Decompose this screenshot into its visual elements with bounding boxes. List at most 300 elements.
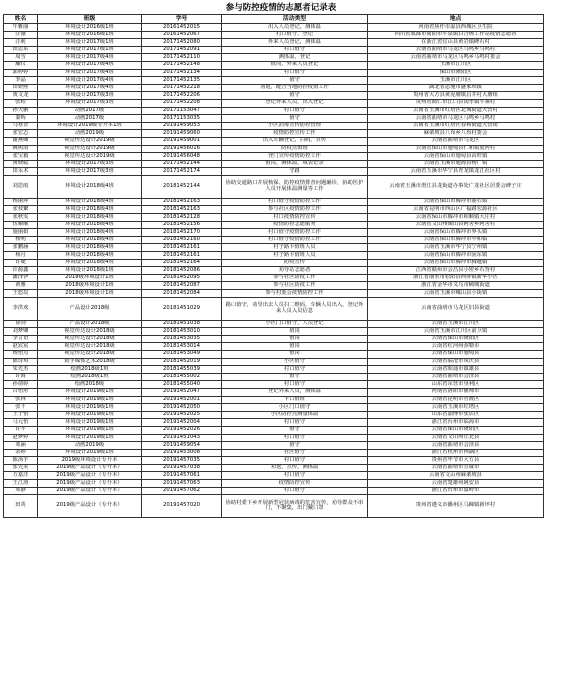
- cell-location: 云南省曲靖市马龙区: [368, 137, 544, 145]
- table-row: [4, 290, 544, 298]
- table-row: [4, 46, 544, 54]
- cell-location: 云南省玉溪市华宁县宁州镇: [368, 244, 544, 252]
- cell-location: 云南省文山州丘北县: [368, 434, 544, 442]
- cell-student-id: 20191452047: [142, 388, 222, 396]
- cell-student-id: 20171452206: [142, 92, 222, 100]
- cell-location: 云南省保山市隆阳区: [368, 426, 544, 434]
- cell-name: 王悠辰: [4, 290, 38, 298]
- cell-location: 浙江省杭州市西湖区: [368, 449, 544, 457]
- table-row: [4, 404, 544, 412]
- cell-location: 浙江省台州市临海市: [368, 419, 544, 427]
- cell-activity: 村口值守，登记: [222, 31, 368, 39]
- cell-student-id: 20181452128: [142, 214, 222, 222]
- cell-name: 张千: [4, 404, 38, 412]
- cell-class: 环境设计2018级4班: [38, 252, 142, 260]
- cell-class: 环境设计2017级3班: [38, 92, 142, 100]
- cell-location: 山东省淄博市张店区: [368, 411, 544, 419]
- cell-student-id: 20191452025: [142, 411, 222, 419]
- cell-name: 施丽娟: [4, 229, 38, 237]
- cell-activity: 守路: [222, 168, 368, 176]
- cell-class: 绘画2018级: [38, 381, 142, 389]
- table-row: [4, 92, 544, 100]
- cell-name: 张先美: [4, 464, 38, 472]
- cell-name: 陈诗琪: [4, 358, 38, 366]
- cell-student-id: 20171452091: [142, 46, 222, 54]
- cell-location: 云南省玉溪市红塔区北城街道大营村: [368, 107, 544, 115]
- cell-name: 刘思雨: [4, 175, 38, 198]
- table-row: [4, 153, 544, 161]
- cell-student-id: 20171452148: [142, 61, 222, 69]
- cell-name: 潘泽伊: [4, 274, 38, 282]
- cell-student-id: 20191452050: [142, 404, 222, 412]
- cell-class: 环境设计2019级1班: [38, 411, 142, 419]
- cell-location: 浙江省金华市义乌市稠城街道: [368, 282, 544, 290]
- cell-name: 张枝繁: [4, 206, 38, 214]
- cell-activity: 测体温，登记: [222, 54, 368, 62]
- cell-name: 谢燕卿: [4, 137, 38, 145]
- table-row: [4, 373, 544, 381]
- cell-location: 云南省曲靖市马龙区马鸣乡马鸣村委会: [368, 54, 544, 62]
- cell-class: 环境设计2019级1班: [38, 434, 142, 442]
- cell-class: 环境设计2017级3班: [38, 168, 142, 176]
- cell-activity: 值岗: [222, 350, 368, 358]
- cell-student-id: 20181452086: [142, 267, 222, 275]
- cell-name: 郭婷婷: [4, 69, 38, 77]
- cell-location: 玉溪市江川区: [368, 61, 544, 69]
- cell-class: 环境设计2017级4班: [38, 54, 142, 62]
- cell-activity: 参与社区防疫工作: [222, 282, 368, 290]
- cell-class: 视觉传达设计2018级: [38, 350, 142, 358]
- table-row: [4, 487, 544, 495]
- cell-location: 云南省保山市腾冲市曲石镇: [368, 198, 544, 206]
- table-row: [4, 77, 544, 85]
- cell-name: 李晶: [4, 77, 38, 85]
- cell-student-id: 20181453049: [142, 350, 222, 358]
- cell-name: 杨月: [4, 252, 38, 260]
- cell-location: 云南省保山市腾冲市腾越镇: [368, 259, 544, 267]
- cell-activity: 村口值守疫情防控工作: [222, 236, 368, 244]
- table-row: [4, 411, 544, 419]
- table-row: [4, 449, 544, 457]
- cell-class: 绘画2018级1班: [38, 366, 142, 374]
- cell-class: 2019级产品设计（专升本）: [38, 487, 142, 495]
- cell-name: 马寒青: [4, 122, 38, 130]
- cell-location: 江西省赣州市会昌县小密乡石背村: [368, 267, 544, 275]
- cell-name: 刘梦卿: [4, 328, 38, 336]
- cell-activity: 值守: [222, 92, 368, 100]
- table-row: [4, 122, 544, 130]
- cell-name: 许平: [4, 426, 38, 434]
- cell-class: 动画2017级: [38, 107, 142, 115]
- cell-student-id: 20181452161: [142, 252, 222, 260]
- document-title: 参与防控疫情的志愿者记录表: [225, 3, 337, 13]
- cell-location: 云南省玉溪市江川区前卫镇: [368, 328, 544, 336]
- cell-class: 2019级产品设计（专升本）: [38, 464, 142, 472]
- table-row: [4, 434, 544, 442]
- cell-student-id: 20181452095: [142, 274, 222, 282]
- cell-student-id: 20161452015: [142, 24, 222, 32]
- table-row: [4, 137, 544, 145]
- cell-student-id: 20181452156: [142, 221, 222, 229]
- cell-class: 动画2019级: [38, 130, 142, 138]
- cell-class: 环境设计2018级4班: [38, 221, 142, 229]
- cell-class: 环境设计2019级1班: [38, 426, 142, 434]
- table-header-row: [4, 15, 544, 24]
- cell-class: 动画2019级: [38, 442, 142, 450]
- cell-class: 视觉传达设计2019级: [38, 137, 142, 145]
- table-row: [4, 419, 544, 427]
- cell-class: 环境设计2017级4班: [38, 69, 142, 77]
- cell-student-id: 20191457035: [142, 457, 222, 465]
- cell-student-id: 20191456048: [142, 153, 222, 161]
- cell-activity: 疫情防控宣传工作: [222, 130, 368, 138]
- cell-location: 玉溪市江川区: [368, 77, 544, 85]
- cell-student-id: 20191452026: [142, 426, 222, 434]
- cell-activity: 村口值守: [222, 366, 368, 374]
- cell-name: 徐剑: [4, 320, 38, 328]
- cell-name: 杨丽萍: [4, 198, 38, 206]
- cell-location: 云南省保山市施甸县: [368, 350, 544, 358]
- table-row: [4, 61, 544, 69]
- cell-student-id: 20181451038: [142, 320, 222, 328]
- cell-location: 云南省曲靖市马龙区旧县街道: [368, 297, 544, 320]
- cell-location: 云南省曲靖市马龙区马鸣乡马鸣村: [368, 46, 544, 54]
- cell-student-id: 20181452163: [142, 206, 222, 214]
- cell-class: 环境设计2017级1班: [38, 39, 142, 47]
- cell-activity: 值守: [222, 115, 368, 123]
- cell-student-id: 20191457038: [142, 464, 222, 472]
- cell-name: 黄晓聪: [4, 160, 38, 168]
- table-row: [4, 457, 544, 465]
- cell-class: 环境设计2018级4班: [38, 229, 142, 237]
- cell-class: 环境设计2018级4班: [38, 236, 142, 244]
- cell-activity: 协助村委下乡开展新型冠状病毒的危害宣传，劝导群众不串门，不聚集，出门戴口罩: [222, 495, 368, 518]
- cell-location: 云南省临沧市凤庆县: [368, 358, 544, 366]
- cell-student-id: 20181452163: [142, 198, 222, 206]
- cell-name: 赵宸宸: [4, 343, 38, 351]
- cell-name: 姚树清: [4, 145, 38, 153]
- cell-activity: 防疫点值班: [222, 145, 368, 153]
- cell-activity: 劝返，宣传，测体温: [222, 464, 368, 472]
- cell-student-id: 20191456016: [142, 145, 222, 153]
- cell-location: 云南省保山市施甸县仁和镇夏河村: [368, 145, 544, 153]
- cell-class: 环境设计2018级4班: [38, 175, 142, 198]
- cell-location: 云南省曲靖市会泽县: [368, 442, 544, 450]
- cell-name: 张林: [4, 396, 38, 404]
- cell-activity: 值岗: [222, 328, 368, 336]
- cell-class: 环境设计2018级1班: [38, 267, 142, 275]
- cell-activity: 村口疫情防控宣传: [222, 214, 368, 222]
- cell-location: 山东省东营市垦利区: [368, 381, 544, 389]
- cell-activity: 村口值守: [222, 381, 368, 389]
- cell-class: 环境设计2018级4班: [38, 198, 142, 206]
- table-row: [4, 366, 544, 374]
- cell-location: 云南省玉溪市澄江县龙街道办事处广龙社区居委会碑子庄: [368, 175, 544, 198]
- cell-location: 云南省曲靖市宣威市: [368, 464, 544, 472]
- cell-location: 贵州省遵义市播州区马蹄镇新坪村: [368, 495, 544, 518]
- cell-location: 云南省红河州弥勒市: [368, 343, 544, 351]
- table-row: [4, 464, 544, 472]
- cell-class: 2019级产品设计（专升本）: [38, 480, 142, 488]
- cell-class: 产品设计2018级: [38, 320, 142, 328]
- cell-name: 许婕: [4, 259, 38, 267]
- table-row: [4, 84, 544, 92]
- cell-activity: 小区门口值守: [222, 404, 368, 412]
- cell-student-id: 20191459001: [142, 137, 222, 145]
- table-row: [4, 39, 544, 47]
- cell-class: 环境设计2016级1班: [38, 24, 142, 32]
- cell-activity: 村口值守: [222, 107, 368, 115]
- header-student-id: 学号: [142, 15, 222, 24]
- header-location: 地点: [368, 15, 544, 24]
- cell-location: 麻栗坡县八布乡八布村委会: [368, 130, 544, 138]
- cell-activity: 卡口值班: [222, 396, 368, 404]
- cell-activity: 劝导站志愿者: [222, 267, 368, 275]
- table-row: [4, 274, 544, 282]
- cell-name: 王子怡: [4, 411, 38, 419]
- cell-class: 环境设计2018级4班: [38, 259, 142, 267]
- cell-student-id: 20171452208: [142, 99, 222, 107]
- cell-student-id: 20181455040: [142, 381, 222, 389]
- cell-class: 环境设计2017级4班: [38, 61, 142, 69]
- table-row: [4, 99, 544, 107]
- cell-student-id: 20181452170: [142, 229, 222, 237]
- cell-class: 视觉传达设计2019级: [38, 153, 142, 161]
- cell-student-id: 20181453010: [142, 328, 222, 336]
- cell-class: 环境设计2019级1班: [38, 396, 142, 404]
- document-page: [3, 2, 559, 696]
- cell-location: 云南省保山市施甸县由旺镇: [368, 153, 544, 161]
- cell-name: 杨明: [4, 236, 38, 244]
- cell-activity: 村子路卡值班人员: [222, 252, 368, 260]
- cell-location: 云南省曲靖市马龙区马鸣乡马鸣村: [368, 115, 544, 123]
- table-row: [4, 495, 544, 518]
- table-row: [4, 198, 544, 206]
- cell-activity: 小区消毒宣传防控管理: [222, 122, 368, 130]
- cell-activity: 协助交通路口并展核保、防控疫情排查问题确诊，协助医护人员开展体温测量等工作: [222, 175, 368, 198]
- cell-student-id: 20191452004: [142, 419, 222, 427]
- cell-student-id: 20171452174: [142, 168, 222, 176]
- cell-activity: 社区值守: [222, 449, 368, 457]
- cell-name: 张宏志: [4, 130, 38, 138]
- cell-location: 云南省玉溪市红塔区春和街道大营街: [368, 122, 544, 130]
- cell-location: 云南省保山市腾冲市固东镇: [368, 252, 544, 260]
- cell-activity: 参与村委会疫情防控工作: [222, 290, 368, 298]
- cell-student-id: 20181455002: [142, 373, 222, 381]
- cell-student-id: 20181452087: [142, 282, 222, 290]
- cell-class: 环境设计2016级1班: [38, 31, 142, 39]
- table-row: [4, 426, 544, 434]
- cell-location: 云南省玉溪市华宁县青龙镇龙江社区村: [368, 168, 544, 176]
- cell-student-id: 20161452067: [142, 31, 222, 39]
- table-row: [4, 168, 544, 176]
- cell-location: 云南省曲靖市会泽县: [368, 373, 544, 381]
- cell-student-id: 20181452161: [142, 244, 222, 252]
- cell-activity: 值守: [222, 373, 368, 381]
- header-class: 班级: [38, 15, 142, 24]
- table-row: [4, 267, 544, 275]
- table-row: [4, 381, 544, 389]
- cell-class: 2018级环境设计1班: [38, 282, 142, 290]
- cell-class: 环境设计2017级4班: [38, 84, 142, 92]
- cell-activity: 村口值守: [222, 434, 368, 442]
- cell-name: 王江涛: [4, 480, 38, 488]
- cell-activity: 参与社区疫情防控工作: [222, 206, 368, 214]
- cell-student-id: 20181453014: [142, 343, 222, 351]
- cell-activity: 防疫宣传: [222, 259, 368, 267]
- cell-activity: 外来人员登记，测体温: [222, 39, 368, 47]
- table-row: [4, 244, 544, 252]
- cell-name: 孙天鹏: [4, 107, 38, 115]
- cell-activity: 村口值守: [222, 419, 368, 427]
- cell-activity: 值守: [222, 442, 368, 450]
- cell-location: 贵州省铜仁市江口县闵孝镇平寨村: [368, 99, 544, 107]
- cell-student-id: 20171452144: [142, 160, 222, 168]
- cell-name: 许海: [4, 373, 38, 381]
- table-row: [4, 175, 544, 198]
- cell-activity: 小区防控点测量体温: [222, 411, 368, 419]
- table-row: [4, 206, 544, 214]
- cell-student-id: 20191457063: [142, 480, 222, 488]
- cell-location: 云南省玉溪市通海县杨广镇: [368, 160, 544, 168]
- cell-class: 环境设计2019级1班: [38, 404, 142, 412]
- table-row: [4, 442, 544, 450]
- cell-student-id: 20191453008: [142, 449, 222, 457]
- cell-location: 四川省成都市简阳市平泉镇白合场工作站疫情志愿者: [368, 31, 544, 39]
- cell-name: 邓静: [4, 487, 38, 495]
- cell-class: 环境设计2017级3班: [38, 160, 142, 168]
- cell-activity: 小区门口值守，人员登记: [222, 320, 368, 328]
- cell-class: 环境设计2018级4班: [38, 206, 142, 214]
- cell-location: 保山市隆阳区: [368, 69, 544, 77]
- cell-student-id: 20191452001: [142, 396, 222, 404]
- cell-activity: 小区值守: [222, 358, 368, 366]
- cell-class: 动画2017级: [38, 115, 142, 123]
- cell-name: 汪莉: [4, 39, 38, 47]
- cell-student-id: 20171153047: [142, 107, 222, 115]
- table-row: [4, 350, 544, 358]
- table-row: [4, 320, 544, 328]
- cell-student-id: 20171153035: [142, 115, 222, 123]
- cell-location: 云南省楚雄州姚安县: [368, 480, 544, 488]
- table-row: [4, 130, 544, 138]
- table-row: [4, 236, 544, 244]
- cell-activity: 村口值守: [222, 46, 368, 54]
- cell-activity: 登记外来人员，出入登记: [222, 99, 368, 107]
- cell-location: 云南省昭通市镇雄县: [368, 366, 544, 374]
- cell-name: 李洪欢: [4, 297, 38, 320]
- cell-activity: 出入人员登记，测体温: [222, 24, 368, 32]
- cell-class: 视觉传达设计2018级: [38, 335, 142, 343]
- table-row: [4, 69, 544, 77]
- cell-location: 云南省保山市隆阳区: [368, 335, 544, 343]
- table-row: [4, 335, 544, 343]
- cell-location: 云南省保山市腾冲市和顺镇大庄村: [368, 214, 544, 222]
- cell-name: 秦辉: [4, 115, 38, 123]
- cell-class: 环境设计2017级4班: [38, 77, 142, 85]
- cell-class: 产品设计2018级: [38, 297, 142, 320]
- cell-location: 河南省焦作市温县西城区卫生院: [368, 24, 544, 32]
- cell-name: 伍顺顺: [4, 221, 38, 229]
- cell-class: 环境设计2018级4班: [38, 244, 142, 252]
- table-row: [4, 229, 544, 237]
- cell-location: 贵州省大方县黄泥塘镇昌井村大塘组: [368, 92, 544, 100]
- cell-name: 张鹏涵: [4, 244, 38, 252]
- cell-class: 环境设计2019级1班: [38, 388, 142, 396]
- cell-name: 汪薇: [4, 31, 38, 39]
- cell-location: 在浙江省宜山县黄岩镇碑石村: [368, 39, 544, 47]
- cell-name: 朱先杰: [4, 366, 38, 374]
- table-row: [4, 297, 544, 320]
- table-row: [4, 54, 544, 62]
- cell-activity: 村口值守: [222, 457, 368, 465]
- cell-student-id: 20181452019: [142, 358, 222, 366]
- cell-activity: 值岗: [222, 343, 368, 351]
- cell-class: 2018级环境设计1班: [38, 274, 142, 282]
- table-body: [4, 24, 544, 518]
- cell-student-id: 20171452218: [142, 84, 222, 92]
- cell-name: 黄雅: [4, 282, 38, 290]
- volunteer-table: [3, 14, 544, 518]
- cell-name: 田思东: [4, 46, 38, 54]
- cell-name: 张程: [4, 99, 38, 107]
- cell-activity: 值守: [222, 77, 368, 85]
- cell-location: 云南省玉溪市峨山县小街镇: [368, 290, 544, 298]
- cell-location: 云南省玉溪市江川区: [368, 320, 544, 328]
- table-row: [4, 221, 544, 229]
- table-row: [4, 259, 544, 267]
- table-row: [4, 31, 544, 39]
- cell-class: 环境设计2019级专升本1班: [38, 122, 142, 130]
- cell-activity: 值岗，测体温，填表记录: [222, 160, 368, 168]
- cell-location: 贵州省毕节市大方县: [368, 457, 544, 465]
- cell-student-id: 20191459054: [142, 442, 222, 450]
- cell-name: 张秋雯: [4, 214, 38, 222]
- table-row: [4, 214, 544, 222]
- cell-student-id: 20191457061: [142, 472, 222, 480]
- cell-student-id: 20181452164: [142, 259, 222, 267]
- table-row: [4, 472, 544, 480]
- cell-location: 云南省文山州麻栗坡县: [368, 472, 544, 480]
- cell-activity: 村口值守: [222, 69, 368, 77]
- cell-name: 余婷: [4, 449, 38, 457]
- cell-class: 环境设计2019级1班: [38, 449, 142, 457]
- table-row: [4, 115, 544, 123]
- cell-activity: 村口值守疫情防控工作: [222, 198, 368, 206]
- cell-student-id: 20181452084: [142, 290, 222, 298]
- header-activity: 活动类型: [222, 15, 368, 24]
- cell-activity: 参与社区防疫工作: [222, 274, 368, 282]
- cell-name: 张宝毅: [4, 153, 38, 161]
- cell-class: 环境设计2019级1班: [38, 419, 142, 427]
- cell-name: 吕怡彤: [4, 388, 38, 396]
- cell-name: 田英: [4, 495, 38, 518]
- cell-class: 视觉传达设计2018级: [38, 343, 142, 351]
- cell-name: 陈汤芋: [4, 457, 38, 465]
- cell-class: 2019级环境设计专升本: [38, 457, 142, 465]
- table-row: [4, 107, 544, 115]
- table-row: [4, 24, 544, 32]
- cell-location: 浙江省台州市温岭市: [368, 487, 544, 495]
- cell-location: 云南省玉溪市红塔区: [368, 404, 544, 412]
- cell-name: 孙倩婷: [4, 381, 38, 389]
- cell-class: 环境设计2018级4班: [38, 214, 142, 222]
- cell-activity: 登记外来人员，测体温: [222, 388, 368, 396]
- table-row: [4, 388, 544, 396]
- cell-location: 云南省保山市腾冲市中和镇: [368, 236, 544, 244]
- cell-name: 方嘉洋: [4, 472, 38, 480]
- cell-student-id: 20191457020: [142, 495, 222, 518]
